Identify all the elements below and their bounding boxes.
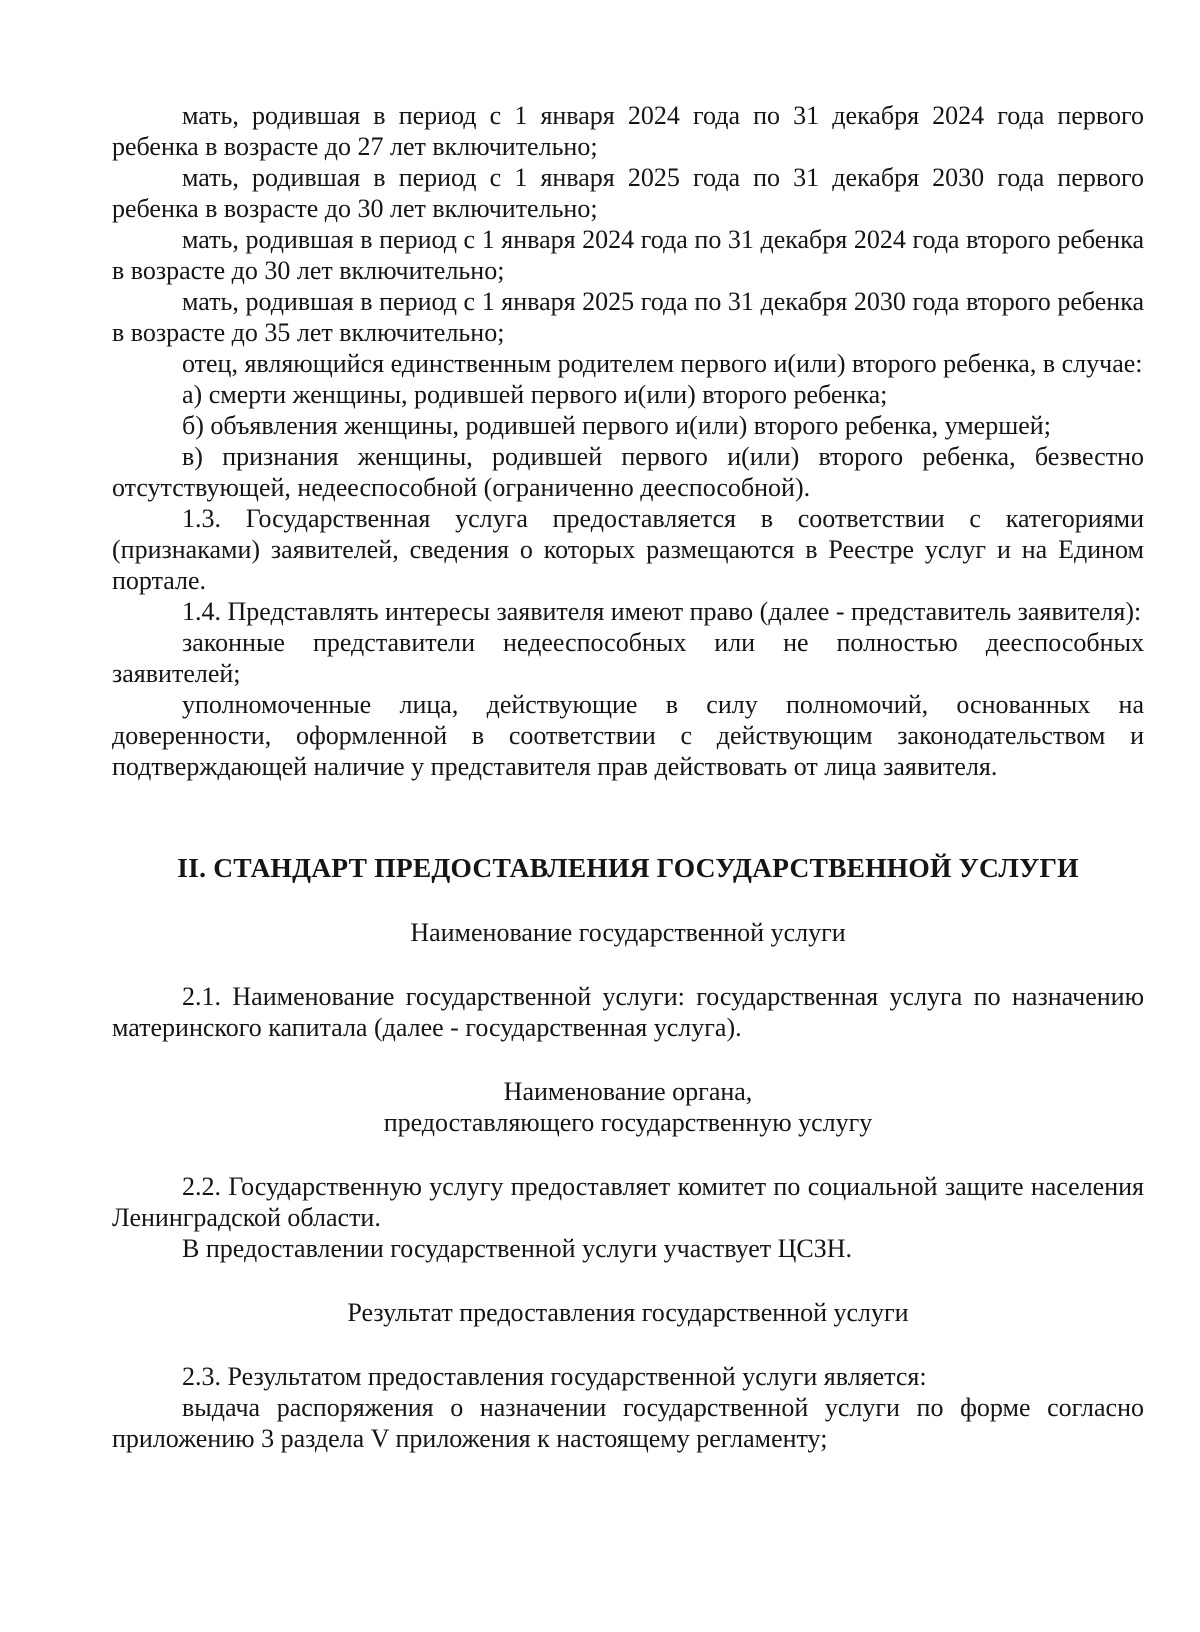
paragraph-authorized-persons: уполномоченные лица, действующие в силу полномочий, основанных на доверенности, оформленной в соответствии с действующим законодательством и подтверждающей наличие у представителя прав действовать от лица заявителя. bbox=[112, 690, 1144, 781]
subheading-service-name: Наименование государственной услуги bbox=[410, 918, 846, 947]
paragraph-mother-second-child-2025: мать, родившая в период с 1 января 2025 года по 31 декабря 2030 года второго ребенка в возрасте до 35 лет включительно; bbox=[112, 287, 1144, 347]
paragraph-mother-second-child-2024: мать, родившая в период с 1 января 2024 года по 31 декабря 2024 года второго ребенка в возрасте до 30 лет включительно; bbox=[112, 225, 1144, 285]
paragraph-case-c: в) признания женщины, родившей первого и(или) второго ребенка, безвестно отсутствующей, недееспособной (ограниченно дееспособной). bbox=[112, 442, 1144, 502]
paragraph-legal-representatives: законные представители недееспособных или не полностью дееспособных заявителей; bbox=[112, 628, 1144, 688]
paragraph-2-1: 2.1. Наименование государственной услуги: государственная услуга по назначению материнского капитала (далее - государственная услуга). bbox=[112, 982, 1144, 1042]
subheading-authority-line2: предоставляющего государственную услугу bbox=[383, 1108, 873, 1137]
paragraph-1-3: 1.3. Государственная услуга предоставляется в соответствии с категориями (признаками) заявителей, сведения о которых размещаются в Реестре услуг и на Едином портале. bbox=[112, 504, 1144, 595]
document-page bbox=[112, 100, 1144, 1454]
paragraph-father-single-parent: отец, являющийся единственным родителем первого и(или) второго ребенка, в случае: bbox=[182, 349, 1143, 378]
section-title: II. СТАНДАРТ ПРЕДОСТАВЛЕНИЯ ГОСУДАРСТВЕННОЙ УСЛУГИ bbox=[177, 852, 1079, 883]
subheading-result: Результат предоставления государственной услуги bbox=[347, 1298, 909, 1327]
subheading-authority-line1: Наименование органа, bbox=[503, 1077, 753, 1106]
paragraph-mother-first-child-2025: мать, родившая в период с 1 января 2025 года по 31 декабря 2030 года первого ребенка в возрасте до 30 лет включительно; bbox=[112, 163, 1144, 223]
paragraph-case-a: а) смерти женщины, родившей первого и(или) второго ребенка; bbox=[182, 380, 888, 409]
paragraph-2-3: 2.3. Результатом предоставления государственной услуги является: bbox=[182, 1362, 927, 1391]
paragraph-case-b: б) объявления женщины, родившей первого и(или) второго ребенка, умершей; bbox=[182, 411, 1051, 440]
paragraph-mother-first-child-2024: мать, родившая в период с 1 января 2024 года по 31 декабря 2024 года первого ребенка в возрасте до 27 лет включительно; bbox=[112, 101, 1144, 161]
paragraph-2-2-participant: В предоставлении государственной услуги участвует ЦСЗН. bbox=[182, 1234, 853, 1263]
paragraph-2-2: 2.2. Государственную услугу предоставляет комитет по социальной защите населения Ленинградской области. bbox=[112, 1172, 1144, 1232]
paragraph-1-4: 1.4. Представлять интересы заявителя имеют право (далее - представитель заявителя): bbox=[182, 597, 1142, 626]
paragraph-2-3-order-issue: выдача распоряжения о назначении государственной услуги по форме согласно приложению 3 раздела V приложения к настоящему регламенту; bbox=[112, 1393, 1144, 1453]
